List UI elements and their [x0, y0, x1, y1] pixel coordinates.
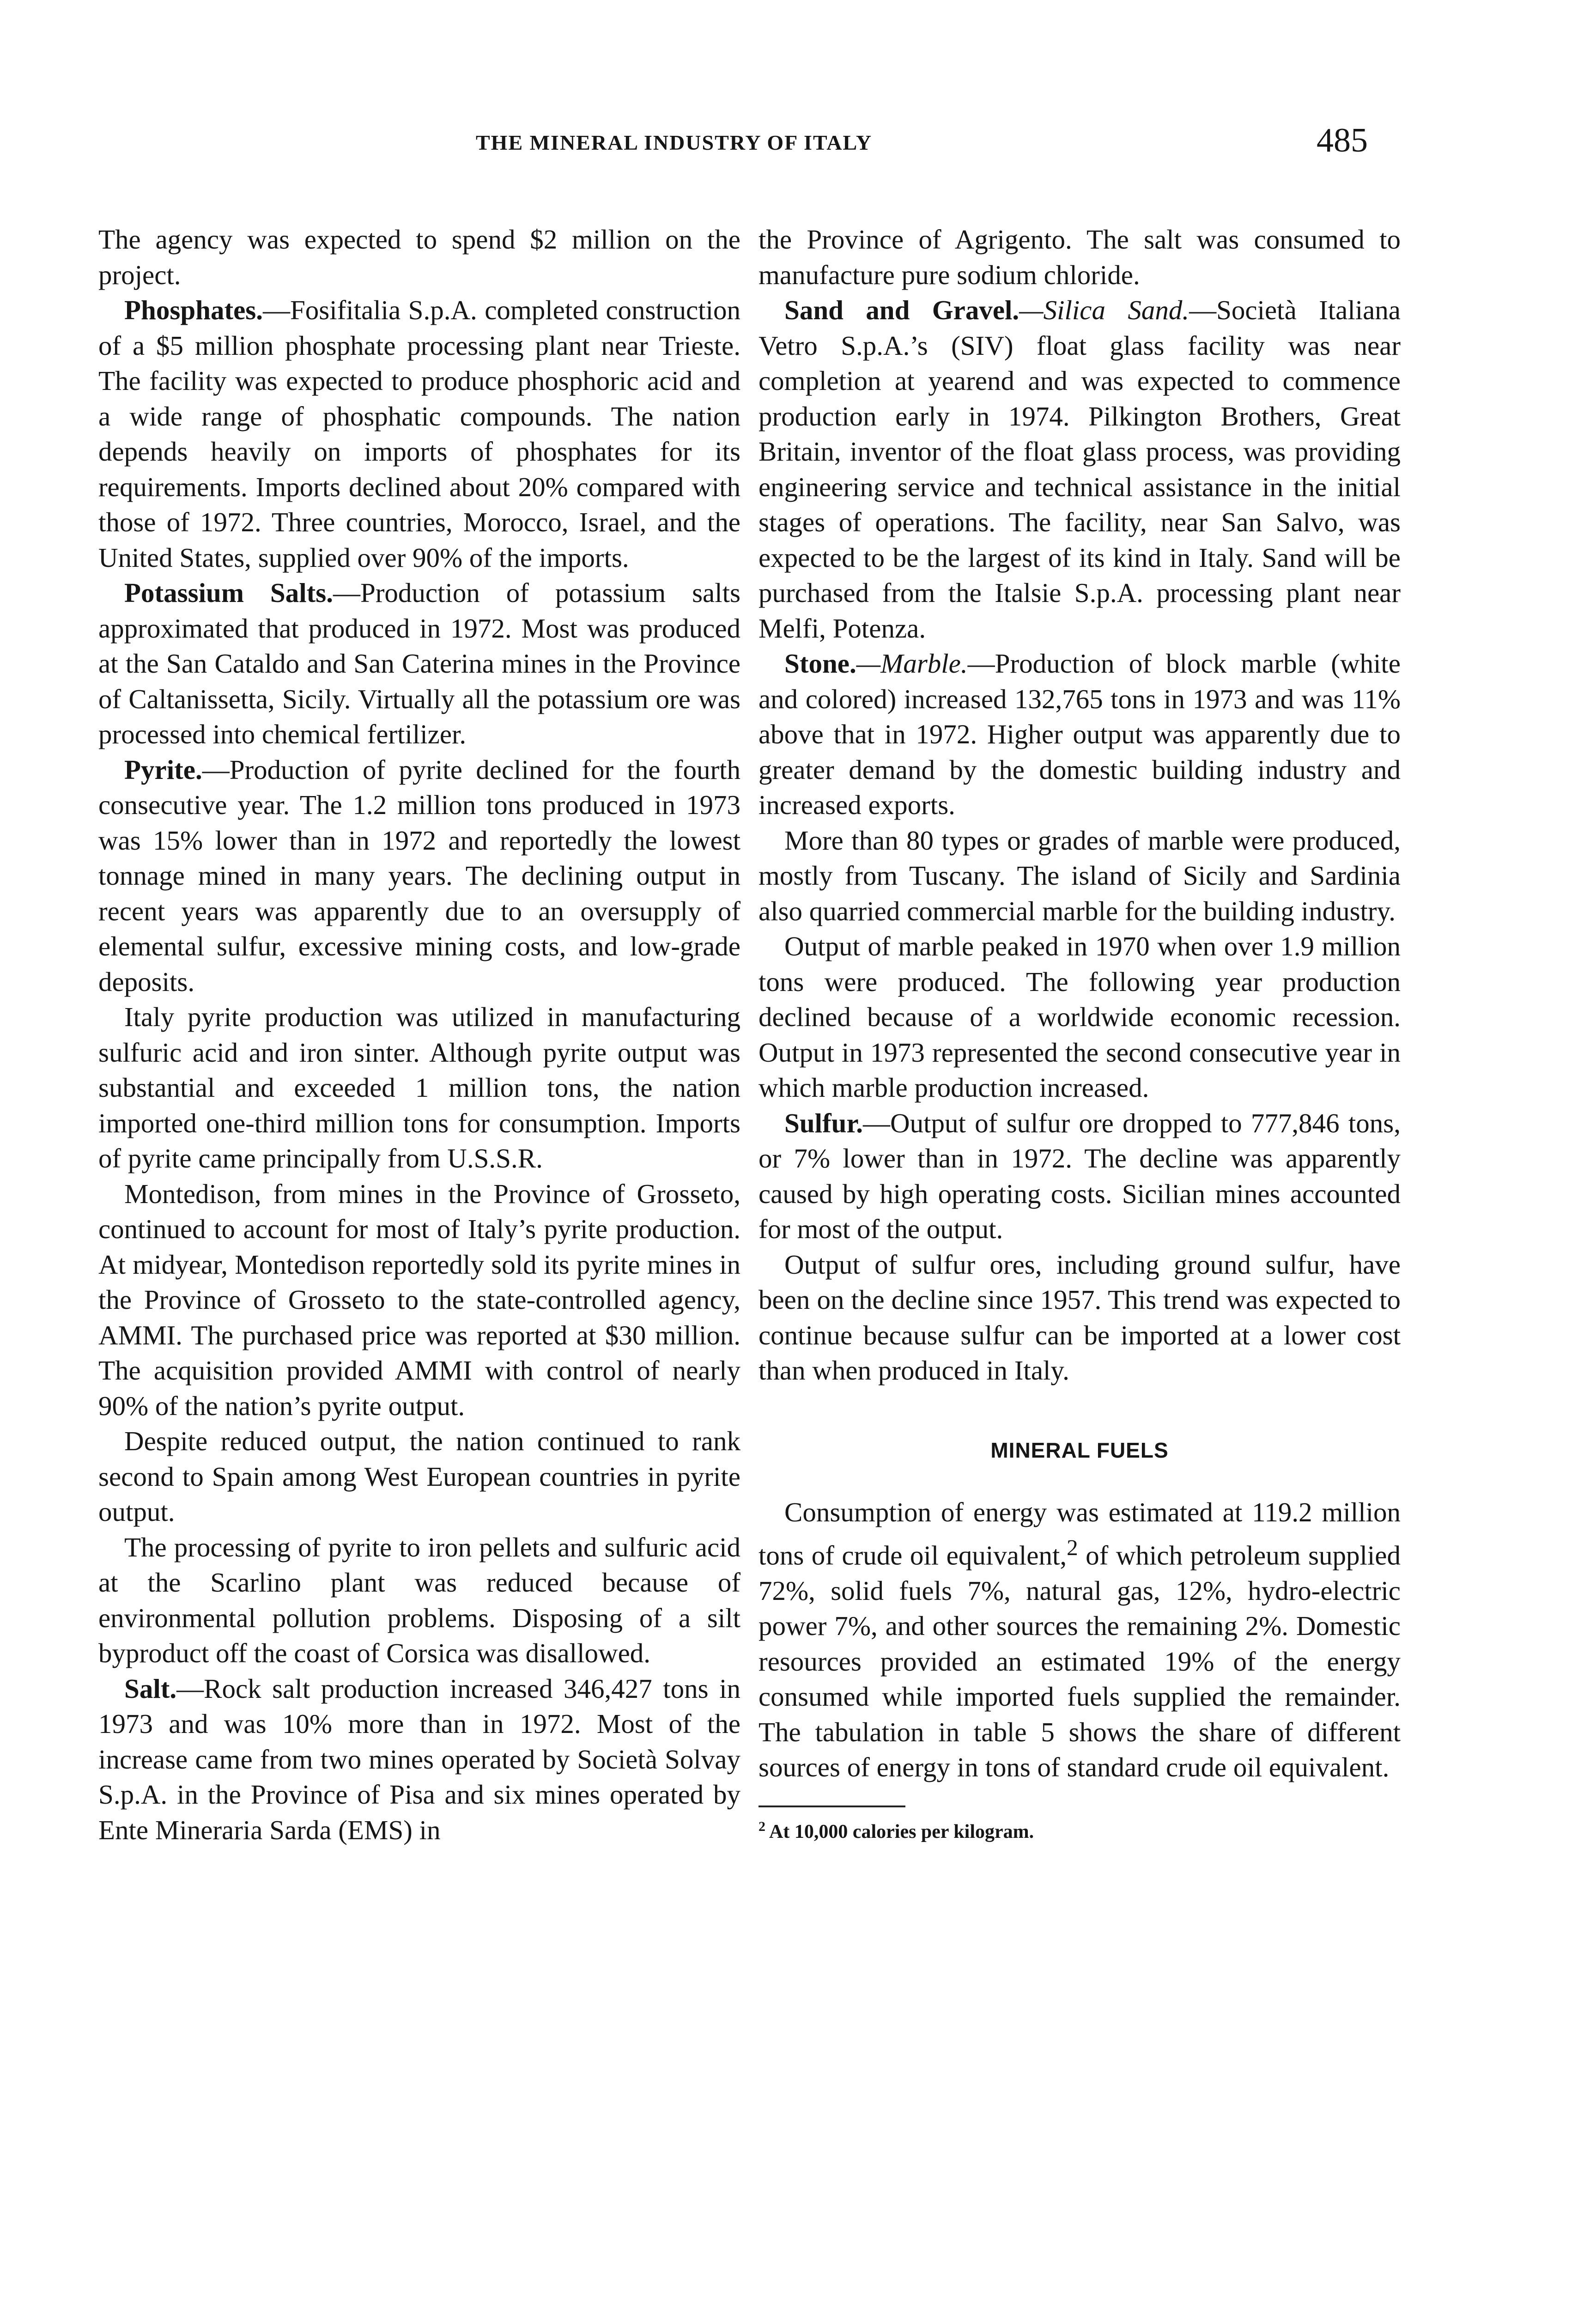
page-number: 485	[1317, 122, 1368, 159]
run-in-subheading: —Silica Sand.	[1019, 295, 1189, 325]
paragraph: Italy pyrite production was utilized in manufacturing sulfuric acid and iron sinter. Although pyrite output was substantial and exceeded 1 million tons, the nation imported one-third million tons for consumption. Imports of pyrite came principally from U.S.S.R.	[98, 1002, 740, 1173]
paragraph-text: Consumption of energy was estimated at 119.2 million tons of crude oil equivalent,	[759, 1497, 1401, 1571]
footnote-reference: 2	[1067, 1534, 1078, 1560]
paragraph-sand-gravel	[759, 292, 1401, 646]
paragraph: The processing of pyrite to iron pellets and sulfuric acid at the Scarlino plant was reduced because of environmental pollution problems. Disposing of a silt byproduct off the coast of Corsica was disallowed.	[98, 1532, 740, 1668]
paragraph-text: of which petroleum supplied 72%, solid fuels 7%, natural gas, 12%, hydro-electric power 7%, and other sources the remaining 2%. Domestic resources provided an estimated 19% of the energy consumed while imported fuels supplied the remainder. The tabulation in table 5 shows the share of different sources of energy in tons of standard crude oil equivalent.	[759, 1540, 1401, 1783]
section-title: MINERAL FUELS	[990, 1438, 1169, 1462]
paragraph: the Province of Agrigento. The salt was consumed to manufacture pure sodium chloride.	[759, 224, 1401, 290]
run-in-subheading: —Marble.	[856, 648, 968, 679]
running-header: THE MINERAL INDUSTRY OF ITALY	[476, 131, 873, 154]
paragraph-sulfur	[759, 1106, 1401, 1247]
footnote-text: At 10,000 calories per kilogram.	[769, 1821, 1034, 1842]
run-in-heading: Pyrite.	[124, 754, 202, 785]
paragraph: More than 80 types or grades of marble were produced, mostly from Tuscany. The island of Sicily and Sardinia also quarried commercial marble for the building industry.	[759, 825, 1401, 926]
run-in-heading: Stone.	[784, 648, 856, 679]
paragraph-fuels	[759, 1495, 1401, 1785]
paragraph-text: —Società Italiana Vetro S.p.A.’s (SIV) float glass facility was near completion at yearend and was expected to commence production early in 1974. Pilkington Brothers, Great Britain, inventor of the float glass process, was providing engineering service and technical assistance in the initial stages of operations. The facility, near San Salvo, was expected to be the largest of its kind in Italy. Sand will be purchased from the Italsie S.p.A. processing plant near Melfi, Potenza.	[759, 295, 1401, 644]
paragraph-text: —Production of block marble (white and colored) increased 132,765 tons in 1973 and was 11% above that in 1972. Higher output was apparently due to greater demand by the domestic building industry and increased exports.	[759, 648, 1401, 820]
paragraph-text: —Production of pyrite declined for the fourth consecutive year. The 1.2 million tons produced in 1973 was 15% lower than in 1972 and reportedly the lowest tonnage mined in many years. The declining output in recent years was apparently due to an oversupply of elemental sulfur, excessive mining costs, and low-grade deposits.	[98, 754, 740, 997]
footnote	[759, 1814, 1401, 1845]
run-in-heading: Sulfur.	[784, 1107, 863, 1138]
paragraph: Montedison, from mines in the Province of Grosseto, continued to account for most of Italy’s pyrite production. At midyear, Montedison reportedly sold its pyrite mines in the Province of Grosseto to the state-controlled agency, AMMI. The purchased price was reported at $30 million. The acquisition provided AMMI with control of nearly 90% of the nation’s pyrite output.	[98, 1178, 740, 1421]
paragraph-phosphates	[98, 292, 740, 575]
paragraph-text: —Rock salt production increased 346,427 tons in 1973 and was 10% more than in 1972. Most of the increase came from two mines operated by Società Solvay S.p.A. in the Province of Pisa and six mines operated by Ente Mineraria Sarda (EMS) in	[98, 1673, 740, 1845]
paragraph: Output of marble peaked in 1970 when over 1.9 million tons were produced. The following year production declined because of a worldwide economic recession. Output in 1973 represented the second consecutive year in which marble production increased.	[759, 931, 1401, 1103]
run-in-heading: Phosphates.	[124, 295, 263, 325]
right-column	[759, 222, 1401, 1845]
footnote-mark: 2	[759, 1818, 765, 1834]
paragraph: Output of sulfur ores, including ground sulfur, have been on the decline since 1957. This trend was expected to continue because sulfur can be imported at a lower cost than when produced in Italy.	[759, 1249, 1401, 1386]
paragraph-pyrite	[98, 752, 740, 1000]
run-in-heading: Sand and Gravel.	[784, 295, 1019, 325]
run-in-heading: Potassium Salts.	[124, 578, 333, 608]
paragraph: The agency was expected to spend $2 million on the project.	[98, 224, 740, 290]
footnote-rule	[759, 1805, 905, 1807]
paragraph-stone	[759, 646, 1401, 823]
run-in-heading: Salt.	[124, 1673, 177, 1704]
paragraph: Despite reduced output, the nation continued to rank second to Spain among West European countries in pyrite output.	[98, 1426, 740, 1527]
paragraph-text: —Production of potassium salts approximated that produced in 1972. Most was produced at the San Cataldo and San Caterina mines in the Province of Caltanissetta, Sicily. Virtually all the potassium ore was processed into chemical fertilizer.	[98, 578, 740, 749]
paragraph-potassium	[98, 575, 740, 752]
paragraph-salt	[98, 1671, 740, 1848]
paragraph-text: —Fosifitalia S.p.A. completed construction of a $5 million phosphate processing plant near Trieste. The facility was expected to produce phosphoric acid and a wide range of phosphatic compounds. The nation depends heavily on imports of phosphates for its requirements. Imports declined about 20% compared with those of 1972. Three countries, Morocco, Israel, and the United States, supplied over 90% of the imports.	[98, 295, 740, 573]
left-column	[98, 222, 740, 1848]
paragraph-text: —Output of sulfur ore dropped to 777,846 tons, or 7% lower than in 1972. The decline was apparently caused by high operating costs. Sicilian mines accounted for most of the output.	[759, 1107, 1401, 1244]
